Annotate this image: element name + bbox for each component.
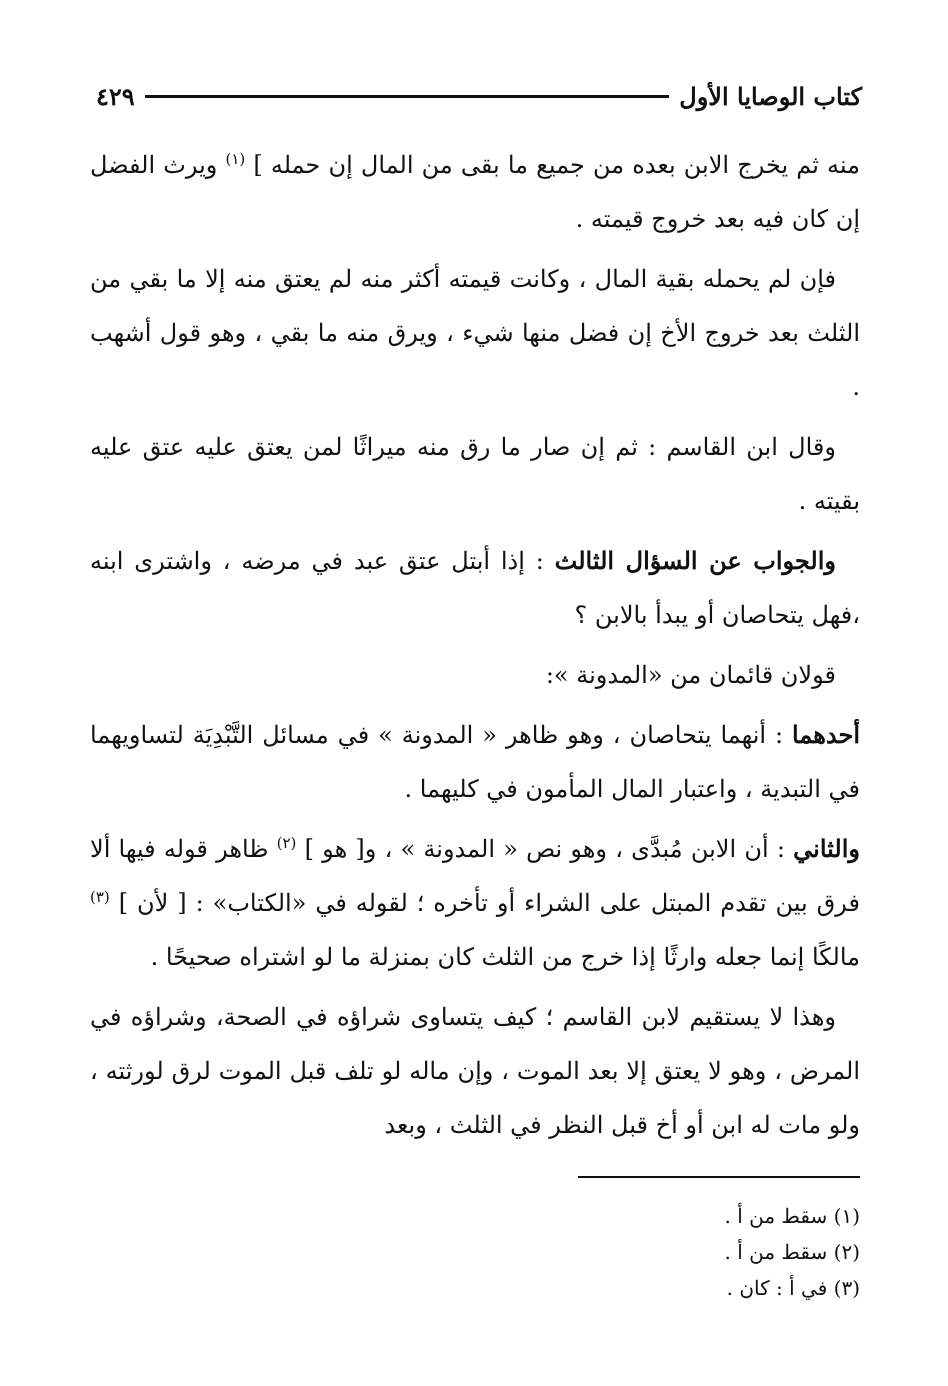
second-opinion-heading: والثاني [793,834,860,863]
paragraph-3: وقال ابن القاسم : ثم إن صار ما رق منه ميراثًا لمن يعتق عليه عتق عليه بقيته . [90,433,860,515]
paragraph-6 [90,708,860,816]
paragraph-1 [90,138,860,246]
footnote-3: (٣) في أ : كان . [726,1276,860,1300]
footnote-ref-3: (٣) [90,888,110,906]
paragraph-6-text: : أنهما يتحاصان ، وهو ظاهر « المدونة » في مسائل التَّبْدِيَة لتساويهما في التبدية ، واعتبار المال المأمون في كليهما . [90,721,860,803]
footnote-2: (٢) سقط من أ . [724,1240,860,1264]
first-opinion-heading: أحدهما [792,720,860,749]
paragraph-4 [90,534,860,642]
paragraph-2: فإن لم يحمله بقية المال ، وكانت قيمته أكثر منه لم يعتق منه إلا ما بقي من الثلث بعد خروج الأخ إن فضل منها شيء ، ويرق منه ما بقي ، وهو قول أشهب . [90,265,860,401]
paragraph-7-text-b: ظاهر قوله فيها ألا فرق بين تقدم المبتل على الشراء أو تأخره ؛ لقوله في «الكتاب» : [ لأن ] [90,835,860,917]
paragraph-7-text-c: مالكًا إنما جعله وارثًا إذا خرج من الثلث كان بمنزلة ما لو اشتراه صحيحًا . [150,943,860,971]
footnote-1: (١) سقط من أ . [724,1204,860,1228]
footnote-ref-2: (٢) [276,834,297,852]
paragraph-1-text-a: منه ثم يخرج الابن بعده من جميع ما بقى من المال إن حمله ] [253,151,860,179]
paragraph-7 [90,822,860,984]
running-header [96,76,862,116]
paragraph-7-text-a: : أن الابن مُبدَّى ، وهو نص « المدونة » ، و[ هو ] [304,835,785,863]
paragraph-1-text-b: ويرث الفضل إن كان فيه بعد خروج قيمته . [90,151,860,233]
page-number: ٤٢٩ [96,81,135,111]
book-title: كتاب الوصايا الأول [679,81,862,111]
footnote-separator [578,1176,860,1178]
footnote-ref-1: (١) [225,150,246,168]
answer-heading-3: والجواب عن السؤال الثالث [554,546,836,575]
main-text [90,138,860,1158]
header-rule [145,95,670,98]
paragraph-8: وهذا لا يستقيم لابن القاسم ؛ كيف يتساوى شراؤه في الصحة، وشراؤه في المرض ، وهو لا يعتق إلا بعد الموت ، وإن ماله لو تلف قبل الموت لرق لورثته ، ولو مات له ابن أو أخ قبل النظر في الثلث ، وبعد [90,1003,860,1139]
paragraph-5: قولان قائمان من «المدونة »: [545,661,836,689]
paragraph-4-text: : إذا أبتل عتق عبد في مرضه ، واشترى ابنه ،فهل يتحاصان أو يبدأ بالابن ؟ [90,547,860,629]
footnotes [160,1198,860,1306]
